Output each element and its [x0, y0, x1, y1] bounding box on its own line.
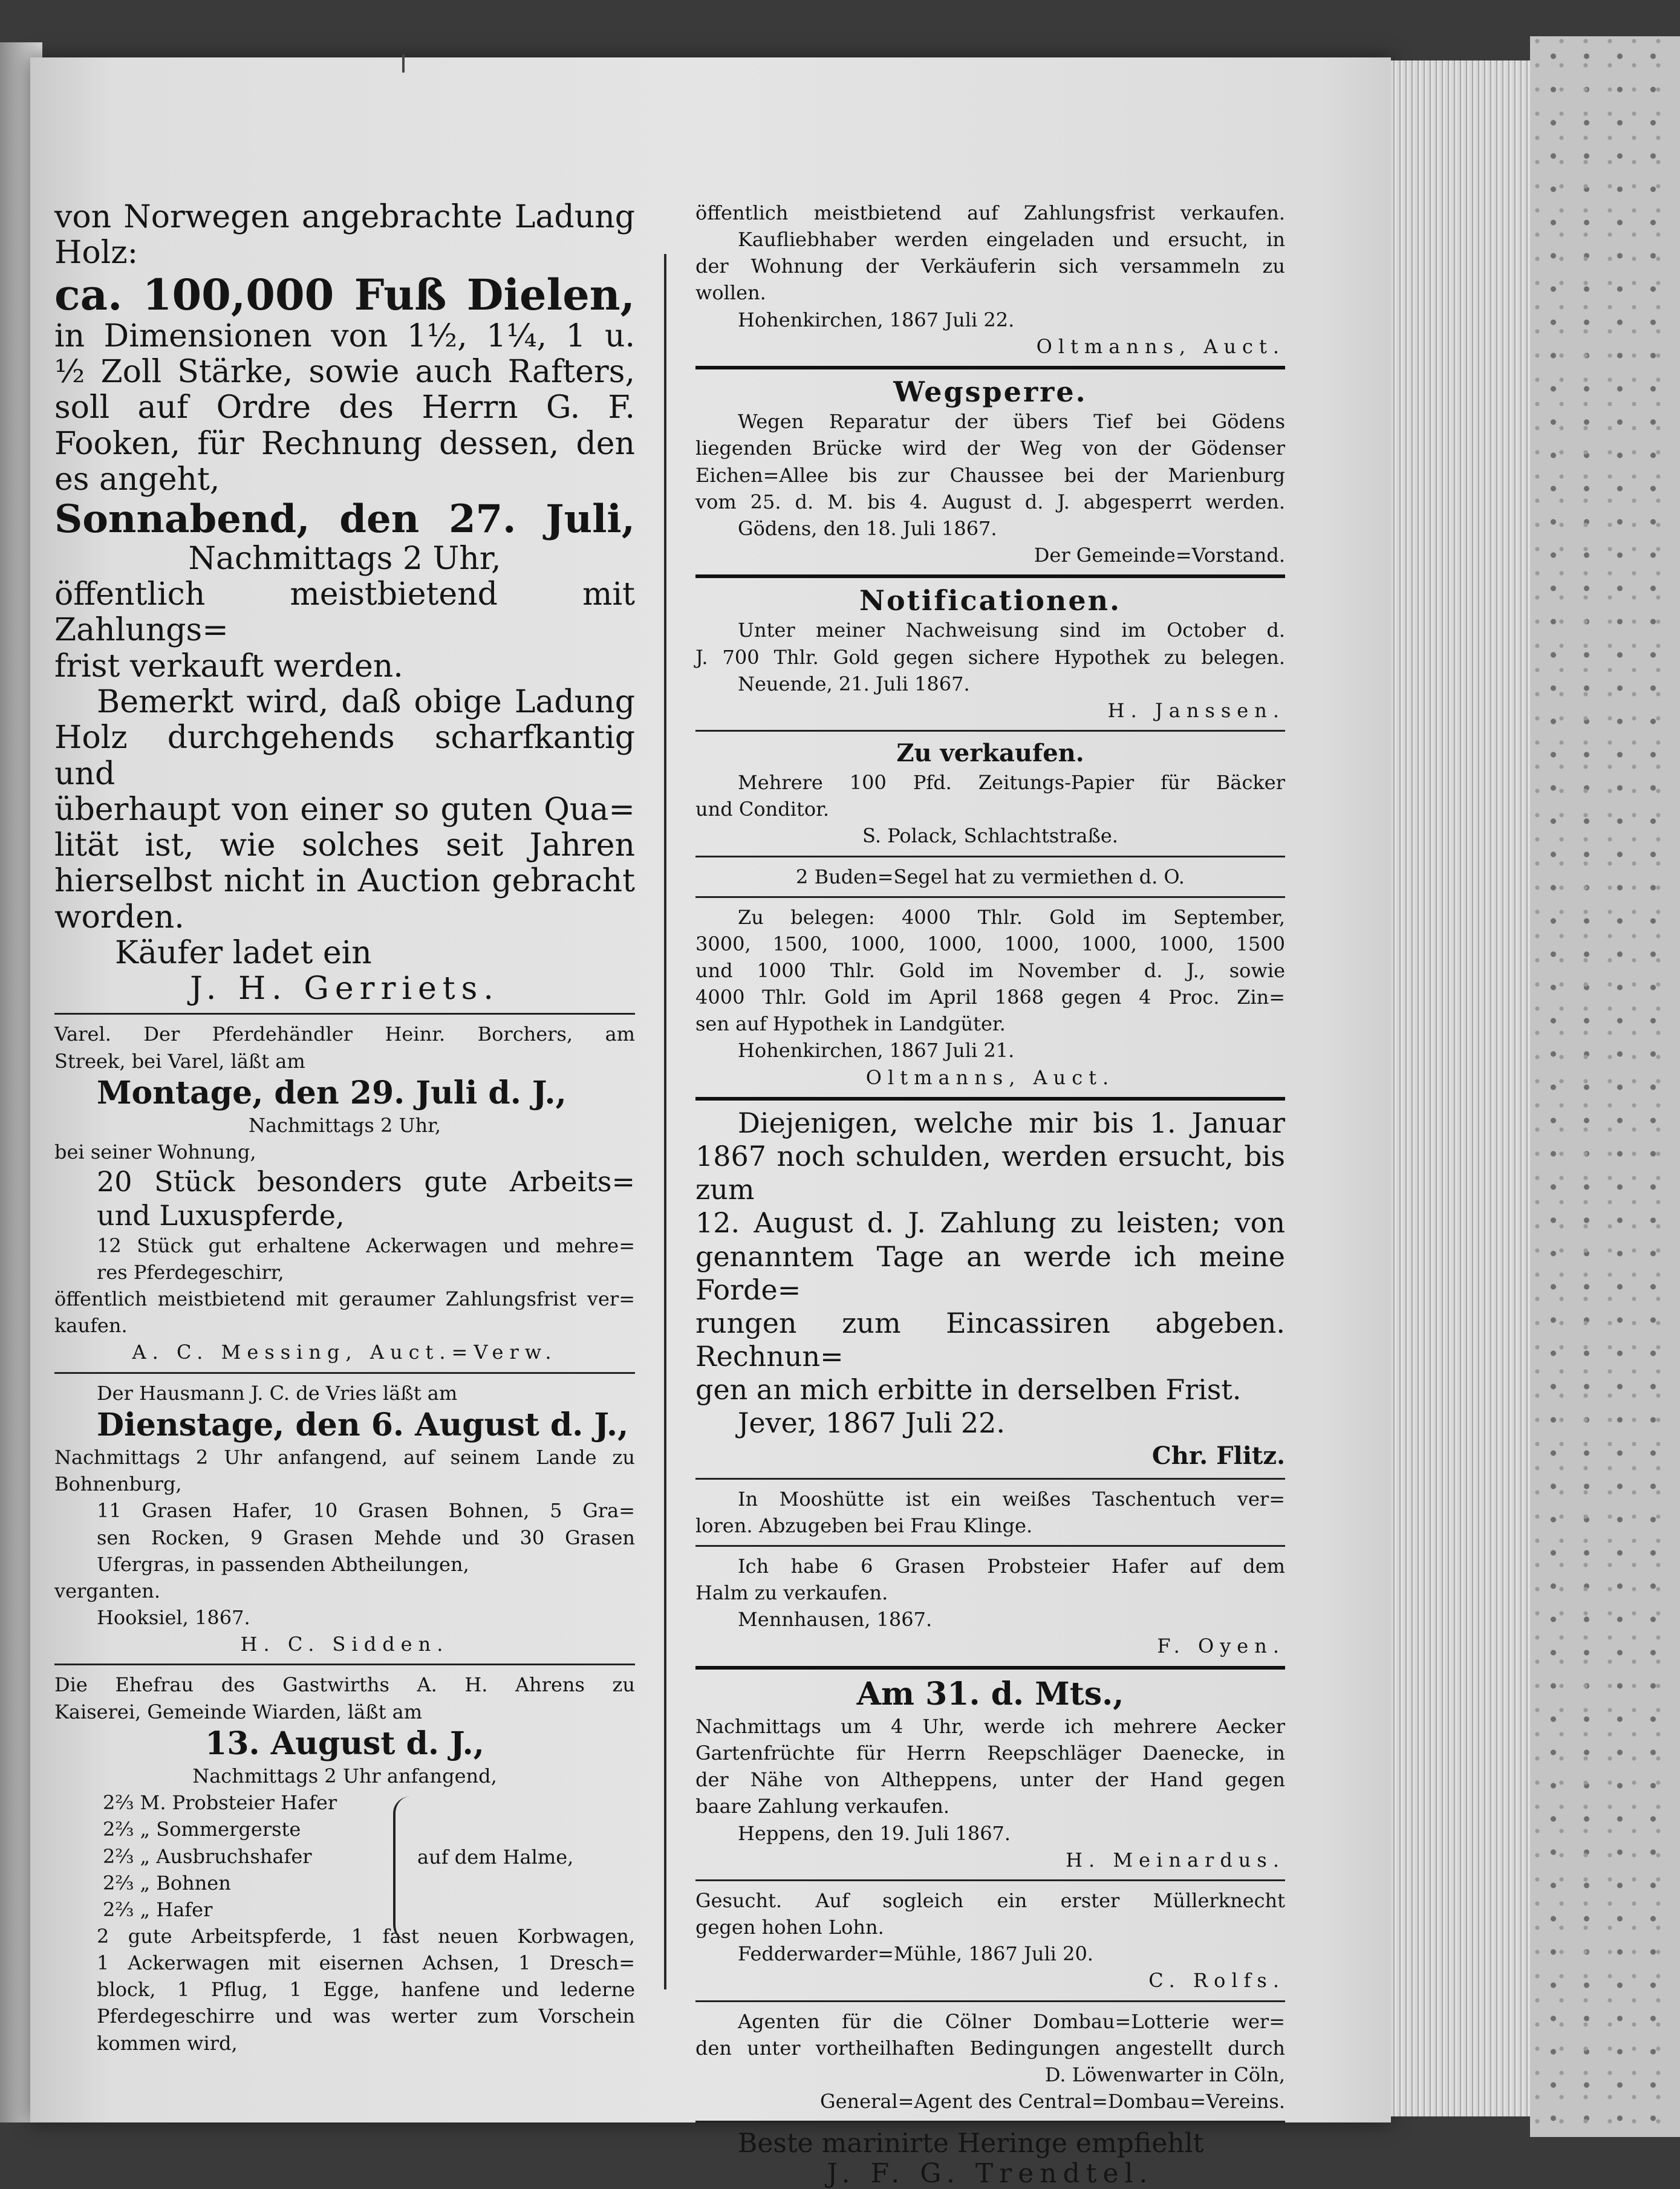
ad-line: 11 Grasen Hafer, 10 Grasen Bohnen, 5 Gra= — [97, 1499, 635, 1523]
ad-line: 1867 noch schulden, werden ersucht, bis zum — [695, 1139, 1285, 1206]
ad-date-headline: Dienstage, den 6. August d. J., — [97, 1406, 629, 1443]
ad-timber-auction — [54, 200, 635, 1007]
ad-line: Gödens, den 18. Juli 1867. — [738, 516, 997, 540]
ad-line: Beste marinirte Heringe empfiehlt — [738, 2128, 1204, 2159]
ad-line: Gesucht. Auf sogleich ein erster Müllerknecht — [695, 1888, 1285, 1912]
brace-label: auf dem Halme, — [417, 1846, 574, 1869]
ad-line: gegen hohen Lohn. — [695, 1916, 884, 1939]
ad-line: Bohnenburg, — [54, 1472, 182, 1496]
ad-line: 1 Ackerwagen mit eisernen Achsen, 1 Dresch= — [97, 1951, 635, 1975]
ad-signature: General=Agent des Central=Dombau=Vereins. — [820, 2089, 1285, 2113]
ad-line: und 1000 Thlr. Gold im November d. J., sowie — [695, 958, 1285, 982]
separator-rule — [695, 2000, 1285, 2002]
ad-line: Bemerkt wird, daß obige Ladung — [97, 683, 635, 720]
ad-headline: ca. 100,000 Fuß Dielen, — [54, 269, 635, 320]
left-column — [54, 200, 635, 2057]
ad-line: Mennhausen, 1867. — [738, 1608, 933, 1631]
ad-line: lität ist, wie solches seit Jahren — [54, 827, 635, 864]
ad-line: Heppens, den 19. Juli 1867. — [738, 1821, 1011, 1845]
ad-line: den unter vortheilhaften Bedingungen angestellt durch — [695, 2036, 1285, 2060]
ad-line: D. Löwenwarter in Cöln, — [1044, 2063, 1285, 2086]
ad-line: 12 Stück gut erhaltene Ackerwagen und mehre= — [97, 1234, 635, 1257]
ad-signature: Der Gemeinde=Vorstand. — [1034, 543, 1285, 567]
ad-line: Hohenkirchen, 1867 Juli 21. — [738, 1039, 1015, 1062]
ad-zu-belegen — [695, 904, 1285, 1091]
crop-item: 2⅔ M. Probsteier Hafer — [103, 1791, 337, 1815]
ad-line: Pferdegeschirre und was werter zum Vorschein — [97, 2005, 635, 2028]
ad-line: res Pferdegeschirr, — [97, 1260, 284, 1284]
ad-line: wollen. — [695, 281, 766, 305]
ad-heading: Zu verkaufen. — [896, 739, 1084, 768]
ad-line: Streek, bei Varel, läßt am — [54, 1049, 305, 1073]
ad-line: genanntem Tage an werde ich meine Forde= — [695, 1240, 1285, 1306]
ad-line: baare Zahlung verkaufen. — [695, 1795, 950, 1818]
ad-gesucht — [695, 1887, 1285, 1994]
separator-rule — [695, 574, 1285, 578]
ad-line: und Luxuspferde, — [97, 1199, 345, 1232]
separator-rule — [695, 1545, 1285, 1547]
ad-line: Fooken, für Rechnung dessen, den — [54, 425, 635, 462]
ad-line: es angeht, — [54, 461, 220, 498]
ad-line: der Wohnung der Verkäuferin sich versammeln zu — [695, 255, 1285, 278]
ad-line: und Conditor. — [695, 798, 830, 821]
ad-signature: C. Rolfs. — [1148, 1969, 1285, 1992]
crop-item: 2⅔ „ Ausbruchshafer — [103, 1844, 312, 1868]
ad-line: Käufer ladet ein — [115, 934, 372, 971]
ad-date-headline: Montage, den 29. Juli d. J., — [97, 1074, 567, 1111]
crop-item: 2⅔ „ Bohnen — [103, 1871, 231, 1895]
ad-line: soll auf Ordre des Herrn G. F. — [54, 389, 635, 426]
ad-wegsperre — [695, 376, 1285, 568]
ad-schulden — [695, 1107, 1285, 1472]
ad-line: kommen wird, — [97, 2031, 238, 2055]
ad-line: 2 Buden=Segel hat zu vermiethen d. O. — [796, 865, 1185, 888]
right-column — [695, 200, 1285, 2189]
ad-line: Hooksiel, 1867. — [97, 1606, 250, 1630]
ad-line: Nachmittags um 4 Uhr, werde ich mehrere Aecker — [695, 1714, 1285, 1738]
ad-agenten — [695, 2008, 1285, 2115]
ad-line: loren. Abzugeben bei Frau Klinge. — [695, 1514, 1033, 1537]
ad-line: Kaiserei, Gemeinde Wiarden, läßt am — [54, 1700, 423, 1723]
ad-line: Fedderwarder=Mühle, 1867 Juli 20. — [738, 1942, 1093, 1966]
ad-line: 20 Stück besonders gute Arbeits= — [97, 1165, 635, 1199]
ad-signature: H. C. Sidden. — [240, 1633, 449, 1656]
ad-signature: A. C. Messing, Auct.=Verw. — [132, 1341, 558, 1364]
crop-list — [54, 1789, 635, 1923]
ad-zu-verkaufen — [695, 738, 1285, 849]
ad-line: Holz: — [54, 235, 138, 272]
ad-line: Holz durchgehends scharfkantig und — [54, 720, 635, 792]
separator-rule — [54, 1013, 635, 1015]
book-cover-edge — [1530, 36, 1680, 2137]
crop-item: 2⅔ „ Hafer — [103, 1898, 213, 1921]
separator-rule — [695, 896, 1285, 898]
ad-signature: H. Meinardus. — [1066, 1848, 1285, 1872]
ad-line: Wegen Reparatur der übers Tief bei Gödens — [738, 410, 1285, 434]
ad-line: Zu belegen: 4000 Thlr. Gold im September, — [738, 905, 1285, 929]
ad-gartenfruechte — [695, 1676, 1285, 1873]
ad-line: 3000, 1500, 1000, 1000, 1000, 1000, 1000, 1500 — [695, 932, 1285, 955]
ad-line: vom 25. d. M. bis 4. August d. J. abgesperrt werden. — [695, 490, 1285, 513]
ad-line: verganten. — [54, 1579, 161, 1602]
ad-line: von Norwegen angebrachte Ladung — [54, 199, 635, 235]
separator-rule — [695, 730, 1285, 732]
ad-signature: Chr. Flitz. — [1151, 1441, 1285, 1470]
ad-line: sen auf Hypothek in Landgüter. — [695, 1012, 1006, 1036]
ad-line: öffentlich meistbietend mit Zahlungs= — [54, 576, 635, 649]
ad-horse-auction — [54, 1021, 635, 1365]
ad-signature: Oltmanns, Auct. — [1036, 334, 1285, 358]
ad-line: frist verkauft werden. — [54, 648, 403, 685]
ad-date-headline: Am 31. d. Mts., — [856, 1675, 1124, 1712]
ad-line: Agenten für die Cölner Dombau=Lotterie wer= — [738, 2009, 1285, 2033]
ad-line: Nachmittags 2 Uhr anfangend, — [192, 1765, 497, 1788]
ad-line: in Dimensionen von 1½, 1¼, 1 u. — [54, 317, 635, 354]
ad-line: worden. — [54, 899, 184, 935]
ad-line: Hohenkirchen, 1867 Juli 22. — [738, 308, 1015, 331]
ad-line: Ufergras, in passenden Abtheilungen, — [97, 1552, 469, 1576]
separator-rule — [695, 2121, 1285, 2122]
ad-line: kaufen. — [54, 1314, 128, 1338]
ad-line: hierselbst nicht in Auction gebracht — [54, 863, 635, 900]
separator-rule — [695, 1666, 1285, 1670]
separator-rule — [695, 856, 1285, 857]
ad-taschentuch — [695, 1486, 1285, 1539]
ad-line: Eichen=Allee bis zur Chaussee bei der Marienburg — [695, 463, 1285, 487]
ad-signature: F. Oyen. — [1157, 1634, 1285, 1658]
brace-mark — [393, 1797, 410, 1942]
ad-signature: S. Polack, Schlachtstraße. — [862, 824, 1118, 848]
ad-line: 12. August d. J. Zahlung zu leisten; von — [695, 1206, 1285, 1240]
ad-date-headline: Sonnabend, den 27. Juli, — [54, 496, 635, 542]
ad-line: Halm zu verkaufen. — [695, 1581, 888, 1605]
ad-line: bei seiner Wohnung, — [54, 1140, 256, 1164]
ad-line: Unter meiner Nachweisung sind im October d. — [738, 619, 1285, 642]
ad-line: Diejenigen, welche mir bis 1. Januar — [738, 1106, 1285, 1139]
ad-date-headline: 13. August d. J., — [205, 1725, 484, 1762]
ad-line: überhaupt von einer so guten Qua= — [54, 791, 635, 828]
ad-line: 2 gute Arbeitspferde, 1 fast neuen Korbwagen, — [97, 1924, 635, 1948]
ad-signature: J. H. Gerriets. — [190, 971, 500, 1007]
ad-line: liegenden Brücke wird der Weg von der Gödenser — [695, 437, 1285, 460]
page-stack-edge — [1391, 60, 1530, 2116]
ad-heading: Notificationen. — [859, 584, 1122, 617]
ad-line: ½ Zoll Stärke, sowie auch Rafters, — [54, 354, 635, 391]
ad-notificationen — [695, 584, 1285, 724]
separator-rule — [54, 1664, 635, 1665]
ad-line: block, 1 Pflug, 1 Egge, hanfene und lederne — [97, 1978, 635, 2002]
ad-signature: J. F. G. Trendtel. — [827, 2158, 1154, 2189]
ad-buden-segel — [695, 864, 1285, 890]
ad-line: 4000 Thlr. Gold im April 1868 gegen 4 Proc. Zin= — [695, 986, 1285, 1009]
ad-line: In Mooshütte ist ein weißes Taschentuch ver= — [738, 1487, 1285, 1511]
separator-rule — [695, 366, 1285, 369]
ad-line: öffentlich meistbietend mit geraumer Zahlungsfrist ver= — [54, 1287, 635, 1311]
column-divider — [664, 254, 666, 1989]
ad-line: Mehrere 100 Pfd. Zeitungs-Papier für Bäcker — [738, 771, 1285, 795]
separator-rule — [54, 1372, 635, 1374]
ad-signature: Oltmanns, Auct. — [865, 1065, 1115, 1089]
ad-line: Die Ehefrau des Gastwirths A. H. Ahrens zu — [54, 1673, 635, 1697]
ad-line: Ich habe 6 Grasen Probsteier Hafer auf dem — [738, 1554, 1285, 1578]
ad-heading: Wegsperre. — [893, 375, 1087, 408]
separator-rule — [695, 1879, 1285, 1881]
ad-line: Nachmittags 2 Uhr, — [248, 1114, 441, 1137]
ad-line: Neuende, 21. Juli 1867. — [738, 672, 970, 695]
crop-item: 2⅔ „ Sommergerste — [103, 1818, 301, 1841]
top-tick-mark — [402, 54, 405, 73]
ad-line: Nachmittags 2 Uhr, — [188, 540, 501, 577]
ad-line: Gartenfrüchte für Herrn Reepschläger Daenecke, in — [695, 1742, 1285, 1765]
ad-line: Jever, 1867 Juli 22. — [738, 1407, 1006, 1440]
separator-rule — [695, 1097, 1285, 1101]
ad-line: gen an mich erbitte in derselben Frist. — [695, 1373, 1242, 1407]
ad-line: der Nähe von Altheppens, unter der Hand gegen — [695, 1768, 1285, 1792]
ad-line: J. 700 Thlr. Gold gegen sichere Hypothek zu belegen. — [695, 645, 1285, 669]
ad-line: rungen zum Eincassiren abgeben. Rechnun= — [695, 1306, 1285, 1373]
ad-hafer — [695, 1553, 1285, 1660]
ad-harvest-auction — [54, 1380, 635, 1658]
ad-signature: H. Janssen. — [1107, 698, 1285, 722]
ad-line: sen Rocken, 9 Grasen Mehde und 30 Grasen — [97, 1526, 635, 1549]
ad-heringe — [695, 2129, 1285, 2189]
separator-rule — [695, 1478, 1285, 1480]
ad-line: Kaufliebhaber werden eingeladen und ersucht, in — [738, 228, 1285, 252]
ad-line: Varel. Der Pferdehändler Heinr. Borchers, am — [54, 1023, 635, 1046]
ad-line: Nachmittags 2 Uhr anfangend, auf seinem Lande zu — [54, 1446, 635, 1469]
ad-hohenkirchen-sale — [695, 200, 1285, 360]
ad-line: Der Hausmann J. C. de Vries läßt am — [97, 1381, 458, 1405]
ad-ahrens-auction — [54, 1671, 635, 2056]
ad-line: öffentlich meistbietend auf Zahlungsfrist verkaufen. — [695, 201, 1285, 224]
